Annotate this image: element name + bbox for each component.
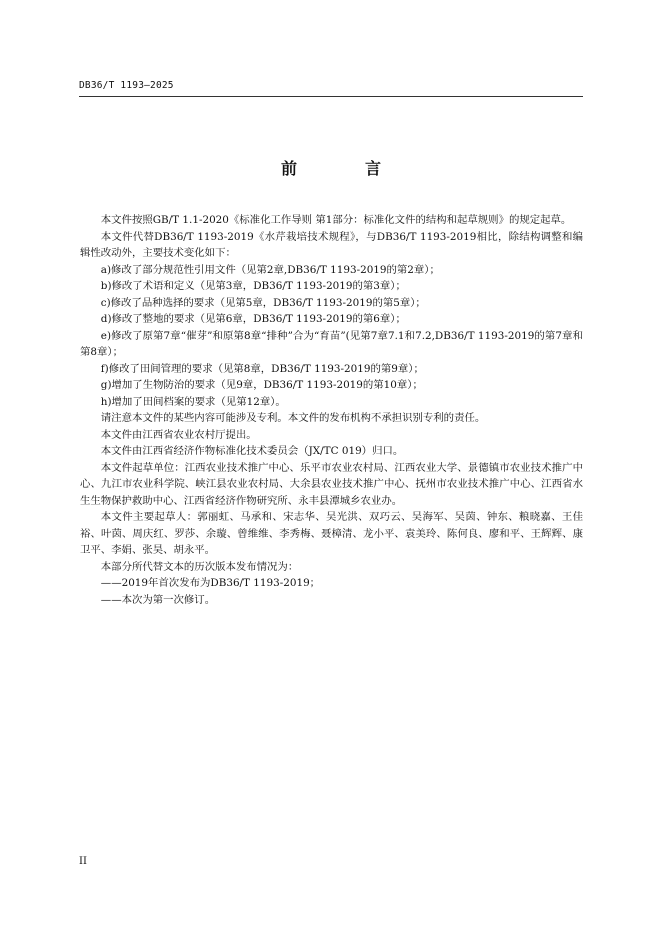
list-item: a)修改了部分规范性引用文件（见第2章,DB36/T 1193-2019的第2章）； bbox=[100, 263, 440, 276]
header-rule bbox=[79, 96, 583, 97]
list-item: g)增加了生物防治的要求（见9章，DB36/T 1193-2019的第10章）； bbox=[100, 379, 423, 391]
list-item: h)增加了田间档案的要求（见第12章）。 bbox=[100, 395, 286, 408]
page-number: II bbox=[79, 856, 87, 867]
paragraph: 本部分所代替文本的历次版本发布情况为： bbox=[100, 560, 299, 573]
body-content bbox=[80, 212, 583, 608]
paragraph: 本文件由江西省农业农村厅提出。 bbox=[100, 428, 257, 441]
list-item: e)修改了原第7章“催芽”和原第8章“排种”合为“育苗”(见第7章7.1和7.2,DB36/T 1193-2019的第7章和第8章）； bbox=[80, 329, 583, 358]
paragraph: 本文件代替DB36/T 1193-2019《水芹栽培技术规程》，与DB36/T 1193-2019相比，除结构调整和编辑性改动外，主要技术变化如下： bbox=[80, 230, 583, 259]
paragraph: 本文件由江西省经济作物标准化技术委员会（JX/TC 019）归口。 bbox=[100, 445, 404, 457]
paragraph: 本文件主要起草人：郭丽虹、马承和、宋志华、吴光洪、双巧云、吴海军、吴茵、钟东、粮晓嘉、王佳裕、叶茵、周庆红、罗莎、余璇、曾维维、李秀梅、聂樟清、龙小平、袁美玲、陈何良、廖和平、王辉辉、康卫平、李娟、张昊、胡永平。 bbox=[80, 511, 583, 556]
paragraph: 本文件按照GB/T 1.1-2020《标准化工作导则 第1部分：标准化文件的结构和起草规则》的规定起草。 bbox=[100, 214, 572, 226]
page-title: 前 言 bbox=[280, 159, 407, 178]
paragraph: 本文件起草单位：江西农业技术推广中心、乐平市农业农村局、江西农业大学、景德镇市农业技术推广中心、九江市农业科学院、峡江县农业农村局、大余县农业技术推广中心、抚州市农业技术推广中心、江西省水生生物保护救助中心、江西省经济作物研究所、永丰县潭城乡农业办。 bbox=[80, 461, 583, 507]
paragraph: ——2019年首次发布为DB36/T 1193-2019； bbox=[100, 577, 321, 589]
document-code: DB36/T 1193—2025 bbox=[79, 80, 174, 91]
list-item: b)修改了术语和定义（见第3章，DB36/T 1193-2019的第3章）； bbox=[100, 280, 406, 292]
paragraph: ——本次为第一次修订。 bbox=[100, 593, 216, 606]
list-item: c)修改了品种选择的要求（见第5章，DB36/T 1193-2019的第5章）； bbox=[100, 296, 426, 309]
list-item: f)修改了田间管理的要求（见第8章，DB36/T 1193-2019的第9章）； bbox=[100, 362, 424, 375]
paragraph: 请注意本文件的某些内容可能涉及专利。本文件的发布机构不承担识别专利的责任。 bbox=[100, 412, 486, 424]
list-item: d)修改了整地的要求（见第6章，DB36/T 1193-2019的第6章）； bbox=[100, 313, 406, 325]
